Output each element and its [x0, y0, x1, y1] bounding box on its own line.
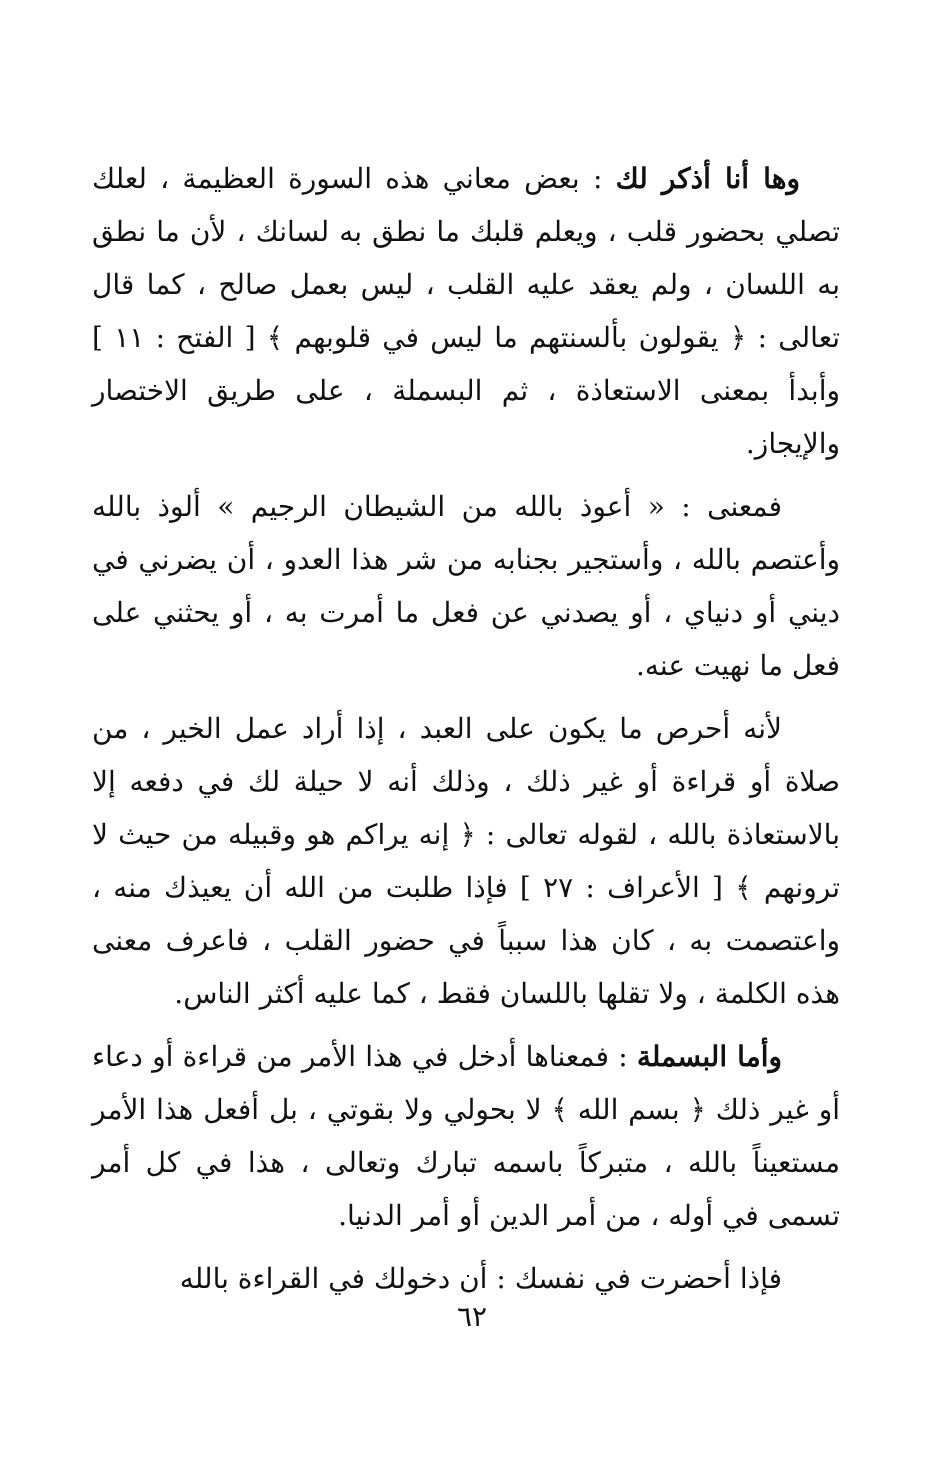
paragraph-text: فإذا أحضرت في نفسك : أن دخولك في القراءة بالله	[179, 1262, 782, 1295]
paragraph-continuation	[92, 1252, 840, 1305]
paragraph-basmala	[92, 1030, 840, 1242]
paragraph-lead: وأما البسملة	[636, 1040, 782, 1073]
paragraph-intro	[92, 152, 840, 470]
paragraph-istiadha-reason	[92, 702, 840, 1020]
paragraph-istiadha-meaning	[92, 480, 840, 692]
paragraph-text: : فمعناها أدخل في هذا الأمر من قراءة أو دعاء أو غير ذلك ﴿ بسم الله ﴾ لا بحولي ولا بقوتي ، بل أفعل هذا الأمر مستعيناً بالله ، متبركاً باسمه تبارك وتعالى ، هذا في كل أمر تسمى في أوله ، من أمر الدين أو أمر الدنيا.	[92, 1040, 840, 1232]
page-body	[92, 152, 840, 1315]
paragraph-lead: وها أنا أذكر لك	[615, 162, 800, 195]
paragraph-text: فمعنى : « أعوذ بالله من الشيطان الرجيم » ألوذ بالله وأعتصم بالله ، وأستجير بجنابه من شر هذا العدو ، أن يضرني في ديني أو دنياي ، أو يصدني عن فعل ما أمرت به ، أو يحثني على فعل ما نهيت عنه.	[92, 490, 840, 682]
paragraph-text: لأنه أحرص ما يكون على العبد ، إذا أراد عمل الخير ، من صلاة أو قراءة أو غير ذلك ، وذلك أنه لا حيلة لك في دفعه إلا بالاستعاذة بالله ، لقوله تعالى : ﴿ إنه يراكم هو وقبيله من حيث لا ترونهم ﴾ [ الأعراف : ٢٧ ] فإذا طلبت من الله أن يعيذك منه ، واعتصمت به ، كان هذا سبباً في حضور القلب ، فاعرف معنى هذه الكلمة ، ولا تقلها باللسان فقط ، كما عليه أكثر الناس.	[92, 712, 840, 1010]
paragraph-text: : بعض معاني هذه السورة العظيمة ، لعلك تصلي بحضور قلب ، ويعلم قلبك ما نطق به لسانك ، لأن ما نطق به اللسان ، ولم يعقد عليه القلب ، ليس بعمل صالح ، كما قال تعالى : ﴿ يقولون بألسنتهم ما ليس في قلوبهم ﴾ [ الفتح : ١١ ] وأبدأ بمعنى الاستعاذة ، ثم البسملة ، على طريق الاختصار والإيجاز.	[92, 162, 841, 460]
page-number: ٦٢	[456, 1300, 488, 1333]
